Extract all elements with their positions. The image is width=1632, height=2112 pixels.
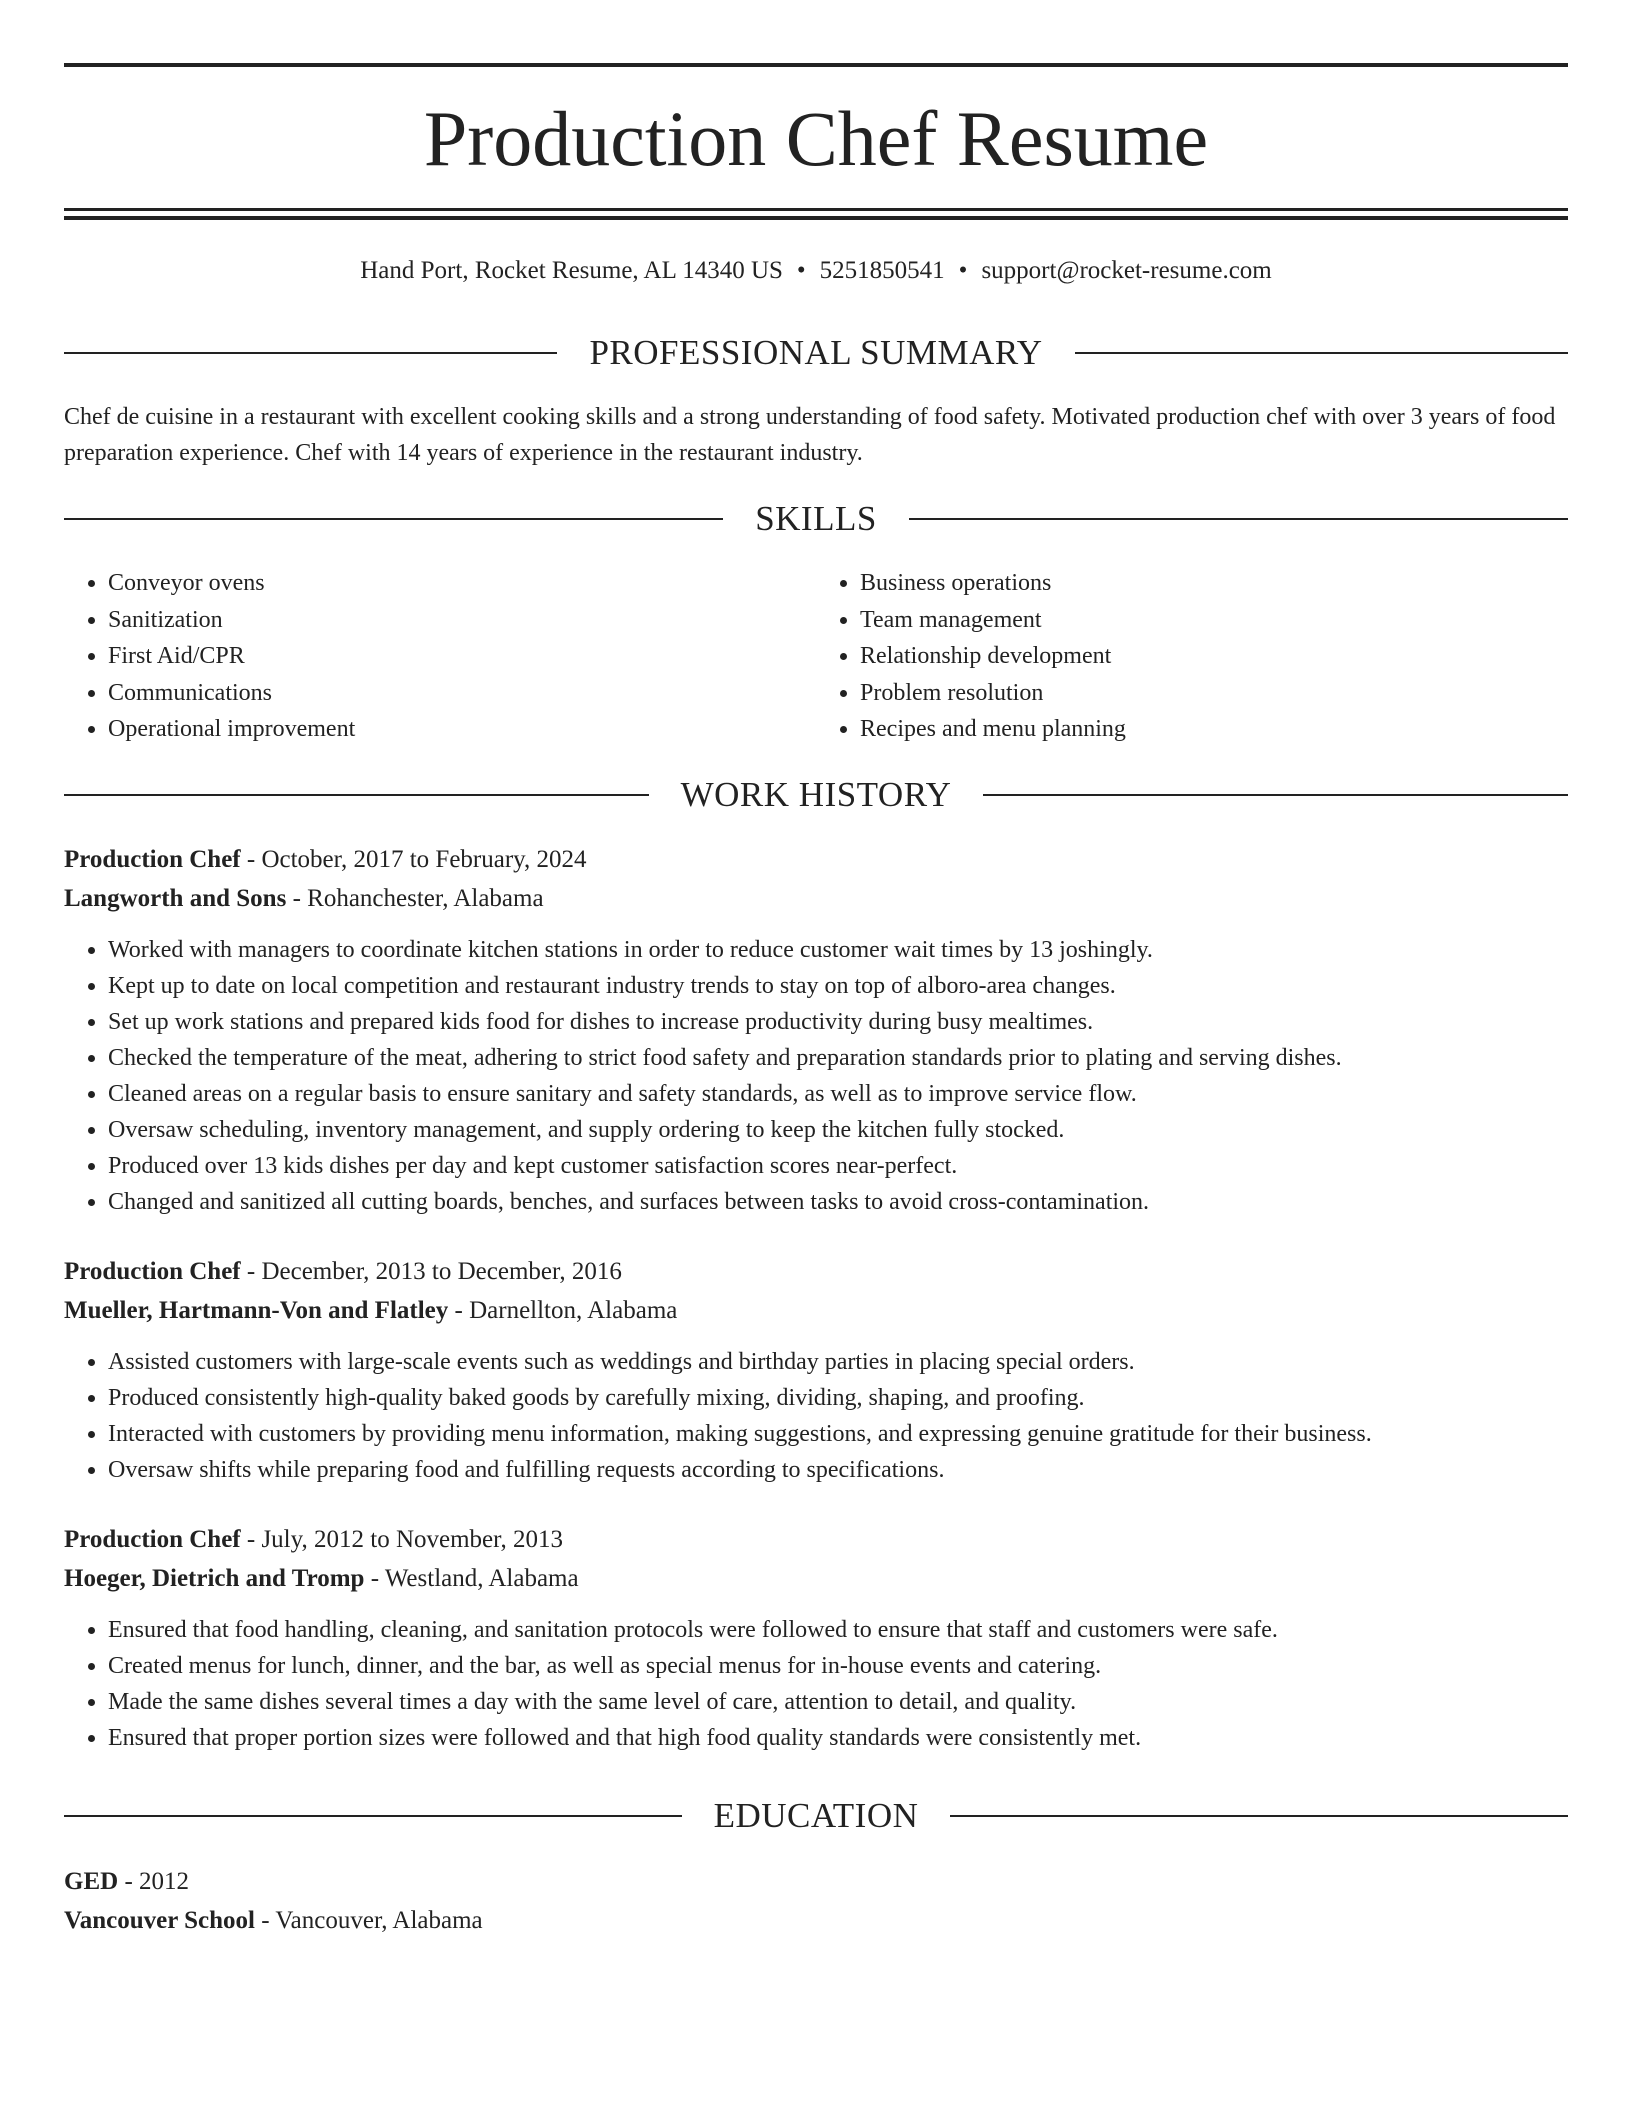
job-title: Production Chef (64, 846, 241, 873)
skill-item: • Operational improvement (108, 711, 816, 748)
job-title-line (64, 1252, 1568, 1291)
job-duty: • Changed and sanitized all cutting boards, benches, and surfaces between tasks to avoid cross-contamination. (108, 1184, 1568, 1220)
job-title-line (64, 1520, 1568, 1559)
job-entry (64, 840, 1568, 1220)
job-company-line (64, 1291, 1568, 1330)
education-entry (64, 1862, 1568, 1940)
top-rule (64, 63, 1568, 67)
heading-rule (64, 794, 649, 796)
job-dates: - July, 2012 to November, 2013 (240, 1526, 563, 1553)
work-heading (64, 773, 1568, 817)
job-duty: • Interacted with customers by providing menu information, making suggestions, and expressing genuine gratitude for their business. (108, 1416, 1568, 1452)
heading-rule (1075, 352, 1568, 354)
job-location: - Darnellton, Alabama (448, 1297, 678, 1324)
job-location: - Westland, Alabama (364, 1565, 579, 1592)
education-school-line (64, 1901, 1568, 1940)
contact-email: support@rocket-resume.com (981, 257, 1272, 284)
job-company: Langworth and Sons (64, 885, 287, 912)
job-company-line (64, 1559, 1568, 1598)
skill-item: • First Aid/CPR (108, 638, 816, 675)
job-location: - Rohanchester, Alabama (286, 885, 544, 912)
contact-line (64, 254, 1568, 288)
skill-item: • Relationship development (860, 638, 1568, 675)
education-heading (64, 1794, 1568, 1838)
job-duty: • Set up work stations and prepared kids food for dishes to increase productivity during busy mealtimes. (108, 1004, 1568, 1040)
summary-heading-label: PROFESSIONAL SUMMARY (589, 333, 1043, 372)
job-duty: • Created menus for lunch, dinner, and the bar, as well as special menus for in-house events and catering. (108, 1648, 1568, 1684)
job-company-line (64, 879, 1568, 918)
education-location: - Vancouver, Alabama (255, 1907, 483, 1934)
skill-item: • Sanitization (108, 602, 816, 639)
job-duty: • Oversaw scheduling, inventory management, and supply ordering to keep the kitchen fully stocked. (108, 1112, 1568, 1148)
job-entry (64, 1252, 1568, 1488)
heading-rule (950, 1815, 1568, 1817)
title-double-rule (64, 208, 1568, 220)
skill-item: • Team management (860, 602, 1568, 639)
heading-rule (64, 1815, 682, 1817)
work-heading-label: WORK HISTORY (680, 775, 952, 814)
job-duty: • Oversaw shifts while preparing food and fulfilling requests according to specifications. (108, 1452, 1568, 1488)
job-duty: • Checked the temperature of the meat, adhering to strict food safety and preparation standards prior to plating and serving dishes. (108, 1040, 1568, 1076)
job-duty: • Produced over 13 kids dishes per day and kept customer satisfaction scores near-perfect. (108, 1148, 1568, 1184)
contact-separator: • (796, 257, 806, 284)
summary-text: Chef de cuisine in a restaurant with excellent cooking skills and a strong understanding of food safety. Motivated production chef with over 3 years of food preparation experience. Chef with 14 years of experience in the restaurant industry. (64, 404, 1556, 466)
contact-separator: • (958, 257, 968, 284)
job-company: Mueller, Hartmann-Von and Flatley (64, 1297, 449, 1324)
job-duty: • Made the same dishes several times a day with the same level of care, attention to detail, and quality. (108, 1684, 1568, 1720)
summary-heading (64, 331, 1568, 375)
heading-rule (909, 518, 1568, 520)
job-dates: - October, 2017 to February, 2024 (240, 846, 587, 873)
skill-item: • Communications (108, 675, 816, 712)
education-degree-line (64, 1862, 1568, 1901)
skills-column-right (816, 565, 1568, 748)
job-duty: • Worked with managers to coordinate kitchen stations in order to reduce customer wait times by 13 joshingly. (108, 932, 1568, 968)
job-duties (64, 932, 1568, 1220)
job-duty: • Ensured that food handling, cleaning, and sanitation protocols were followed to ensure that staff and customers were safe. (108, 1612, 1568, 1648)
job-duty: • Assisted customers with large-scale events such as weddings and birthday parties in placing special orders. (108, 1344, 1568, 1380)
skill-item: • Problem resolution (860, 675, 1568, 712)
job-title-line (64, 840, 1568, 879)
education-degree: GED (64, 1868, 119, 1895)
job-dates: - December, 2013 to December, 2016 (240, 1258, 622, 1285)
heading-rule (983, 794, 1568, 796)
skill-item: • Business operations (860, 565, 1568, 602)
job-title: Production Chef (64, 1526, 241, 1553)
heading-rule (64, 352, 557, 354)
job-duty: • Produced consistently high-quality baked goods by carefully mixing, dividing, shaping, and proofing. (108, 1380, 1568, 1416)
job-company: Hoeger, Dietrich and Tromp (64, 1565, 365, 1592)
resume-title: Production Chef Resume (423, 95, 1209, 182)
job-entry (64, 1520, 1568, 1756)
education-heading-label: EDUCATION (713, 1796, 919, 1835)
job-duties (64, 1612, 1568, 1756)
skill-item: • Recipes and menu planning (860, 711, 1568, 748)
job-title: Production Chef (64, 1258, 241, 1285)
skills-heading-label: SKILLS (755, 499, 877, 538)
skills-column-left (64, 565, 816, 748)
skills-heading (64, 497, 1568, 541)
skill-item: • Conveyor ovens (108, 565, 816, 602)
education-year: - 2012 (118, 1868, 190, 1895)
job-duty: • Kept up to date on local competition and restaurant industry trends to stay on top of alboro-area changes. (108, 968, 1568, 1004)
job-duty: • Ensured that proper portion sizes were followed and that high food quality standards were consistently met. (108, 1720, 1568, 1756)
contact-phone: 5251850541 (819, 257, 945, 284)
contact-address: Hand Port, Rocket Resume, AL 14340 US (360, 257, 783, 284)
education-school: Vancouver School (64, 1907, 256, 1934)
heading-rule (64, 518, 723, 520)
job-duty: • Cleaned areas on a regular basis to ensure sanitary and safety standards, as well as to improve service flow. (108, 1076, 1568, 1112)
skills-list (64, 565, 1568, 748)
job-duties (64, 1344, 1568, 1488)
